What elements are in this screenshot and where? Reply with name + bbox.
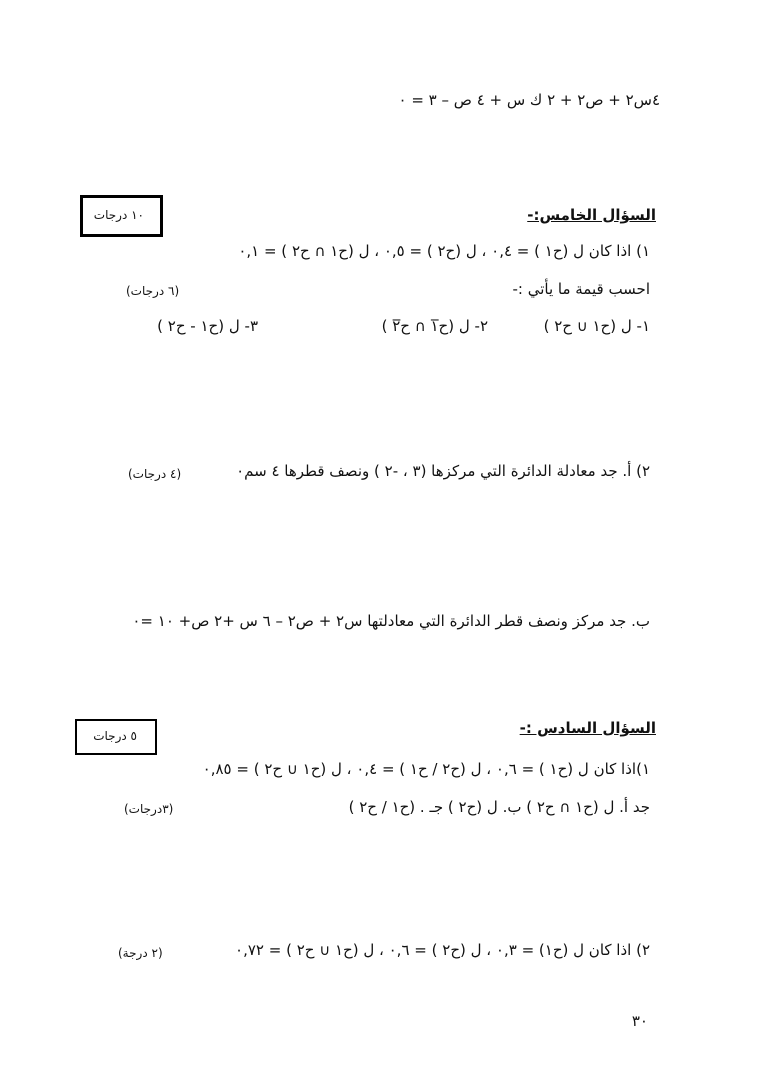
- q5-part2b: ب. جد مركز ونصف قطر الدائرة التي معادلتها س٢ + ص٢ – ٦ س +٢ ص+ ١٠ =٠: [132, 612, 650, 630]
- page-number: ٣٠: [631, 1012, 648, 1030]
- q5-calc-marks: (٦ درجات): [126, 284, 180, 298]
- q6-find-marks: (٣درجات): [124, 802, 174, 816]
- q5-item-1: ١- ل (ح١ ∪ ح٢ ): [543, 317, 650, 335]
- q5-given-line: ١) اذا كان ل (ح١ ) = ٠,٤ ، ل (ح٢ ) = ٠,٥ ، ل (ح١ ∩ ح٢ ) = ٠,١: [238, 242, 650, 260]
- q5-score-label: ١٠ درجات: [93, 208, 144, 222]
- q6-given-line: ١)اذا كان ل (ح١ ) = ٠,٦ ، ل (ح٢ / ح١ ) = ٠,٤ ، ل (ح١ ∪ ح٢ ) = ٠,٨٥: [202, 760, 650, 778]
- q5-part2a: ٢) أ. جد معادلة الدائرة التي مركزها (٣ ، -٢ ) ونصف قطرها ٤ سم٠: [236, 462, 650, 480]
- q5-item-3: ٣- ل (ح١ - ح٢ ): [157, 317, 258, 335]
- q6-score-box: [75, 719, 157, 755]
- q5-calc-instruction: احسب قيمة ما يأتي :-: [512, 280, 650, 298]
- q6-heading: السؤال السادس :-: [519, 719, 656, 737]
- top-equation: ٤س٢ + ص٢ + ٢ ك س + ٤ ص – ٣ = ٠: [398, 91, 660, 109]
- q5-part2a-marks: (٤ درجات): [128, 467, 182, 481]
- q5-score-box: [80, 195, 163, 237]
- q5-item-2: ٢- ل (ح̅١ ∩ ح̅٢ ): [381, 317, 488, 335]
- q6-score-label: ٥ درجات: [93, 729, 137, 743]
- q6-part2-marks: (٢ درجة): [118, 946, 163, 960]
- q5-heading: السؤال الخامس:-: [527, 206, 656, 224]
- q6-find-line: جد أ. ل (ح١ ∩ ح٢ ) ب. ل (ح٢ ) جـ . (ح١ / ح٢ ): [348, 798, 650, 816]
- q6-part2: ٢) اذا كان ل (ح١) = ٠,٣ ، ل (ح٢ ) = ٠,٦ ، ل (ح١ ∪ ح٢ ) = ٠,٧٢: [235, 941, 650, 959]
